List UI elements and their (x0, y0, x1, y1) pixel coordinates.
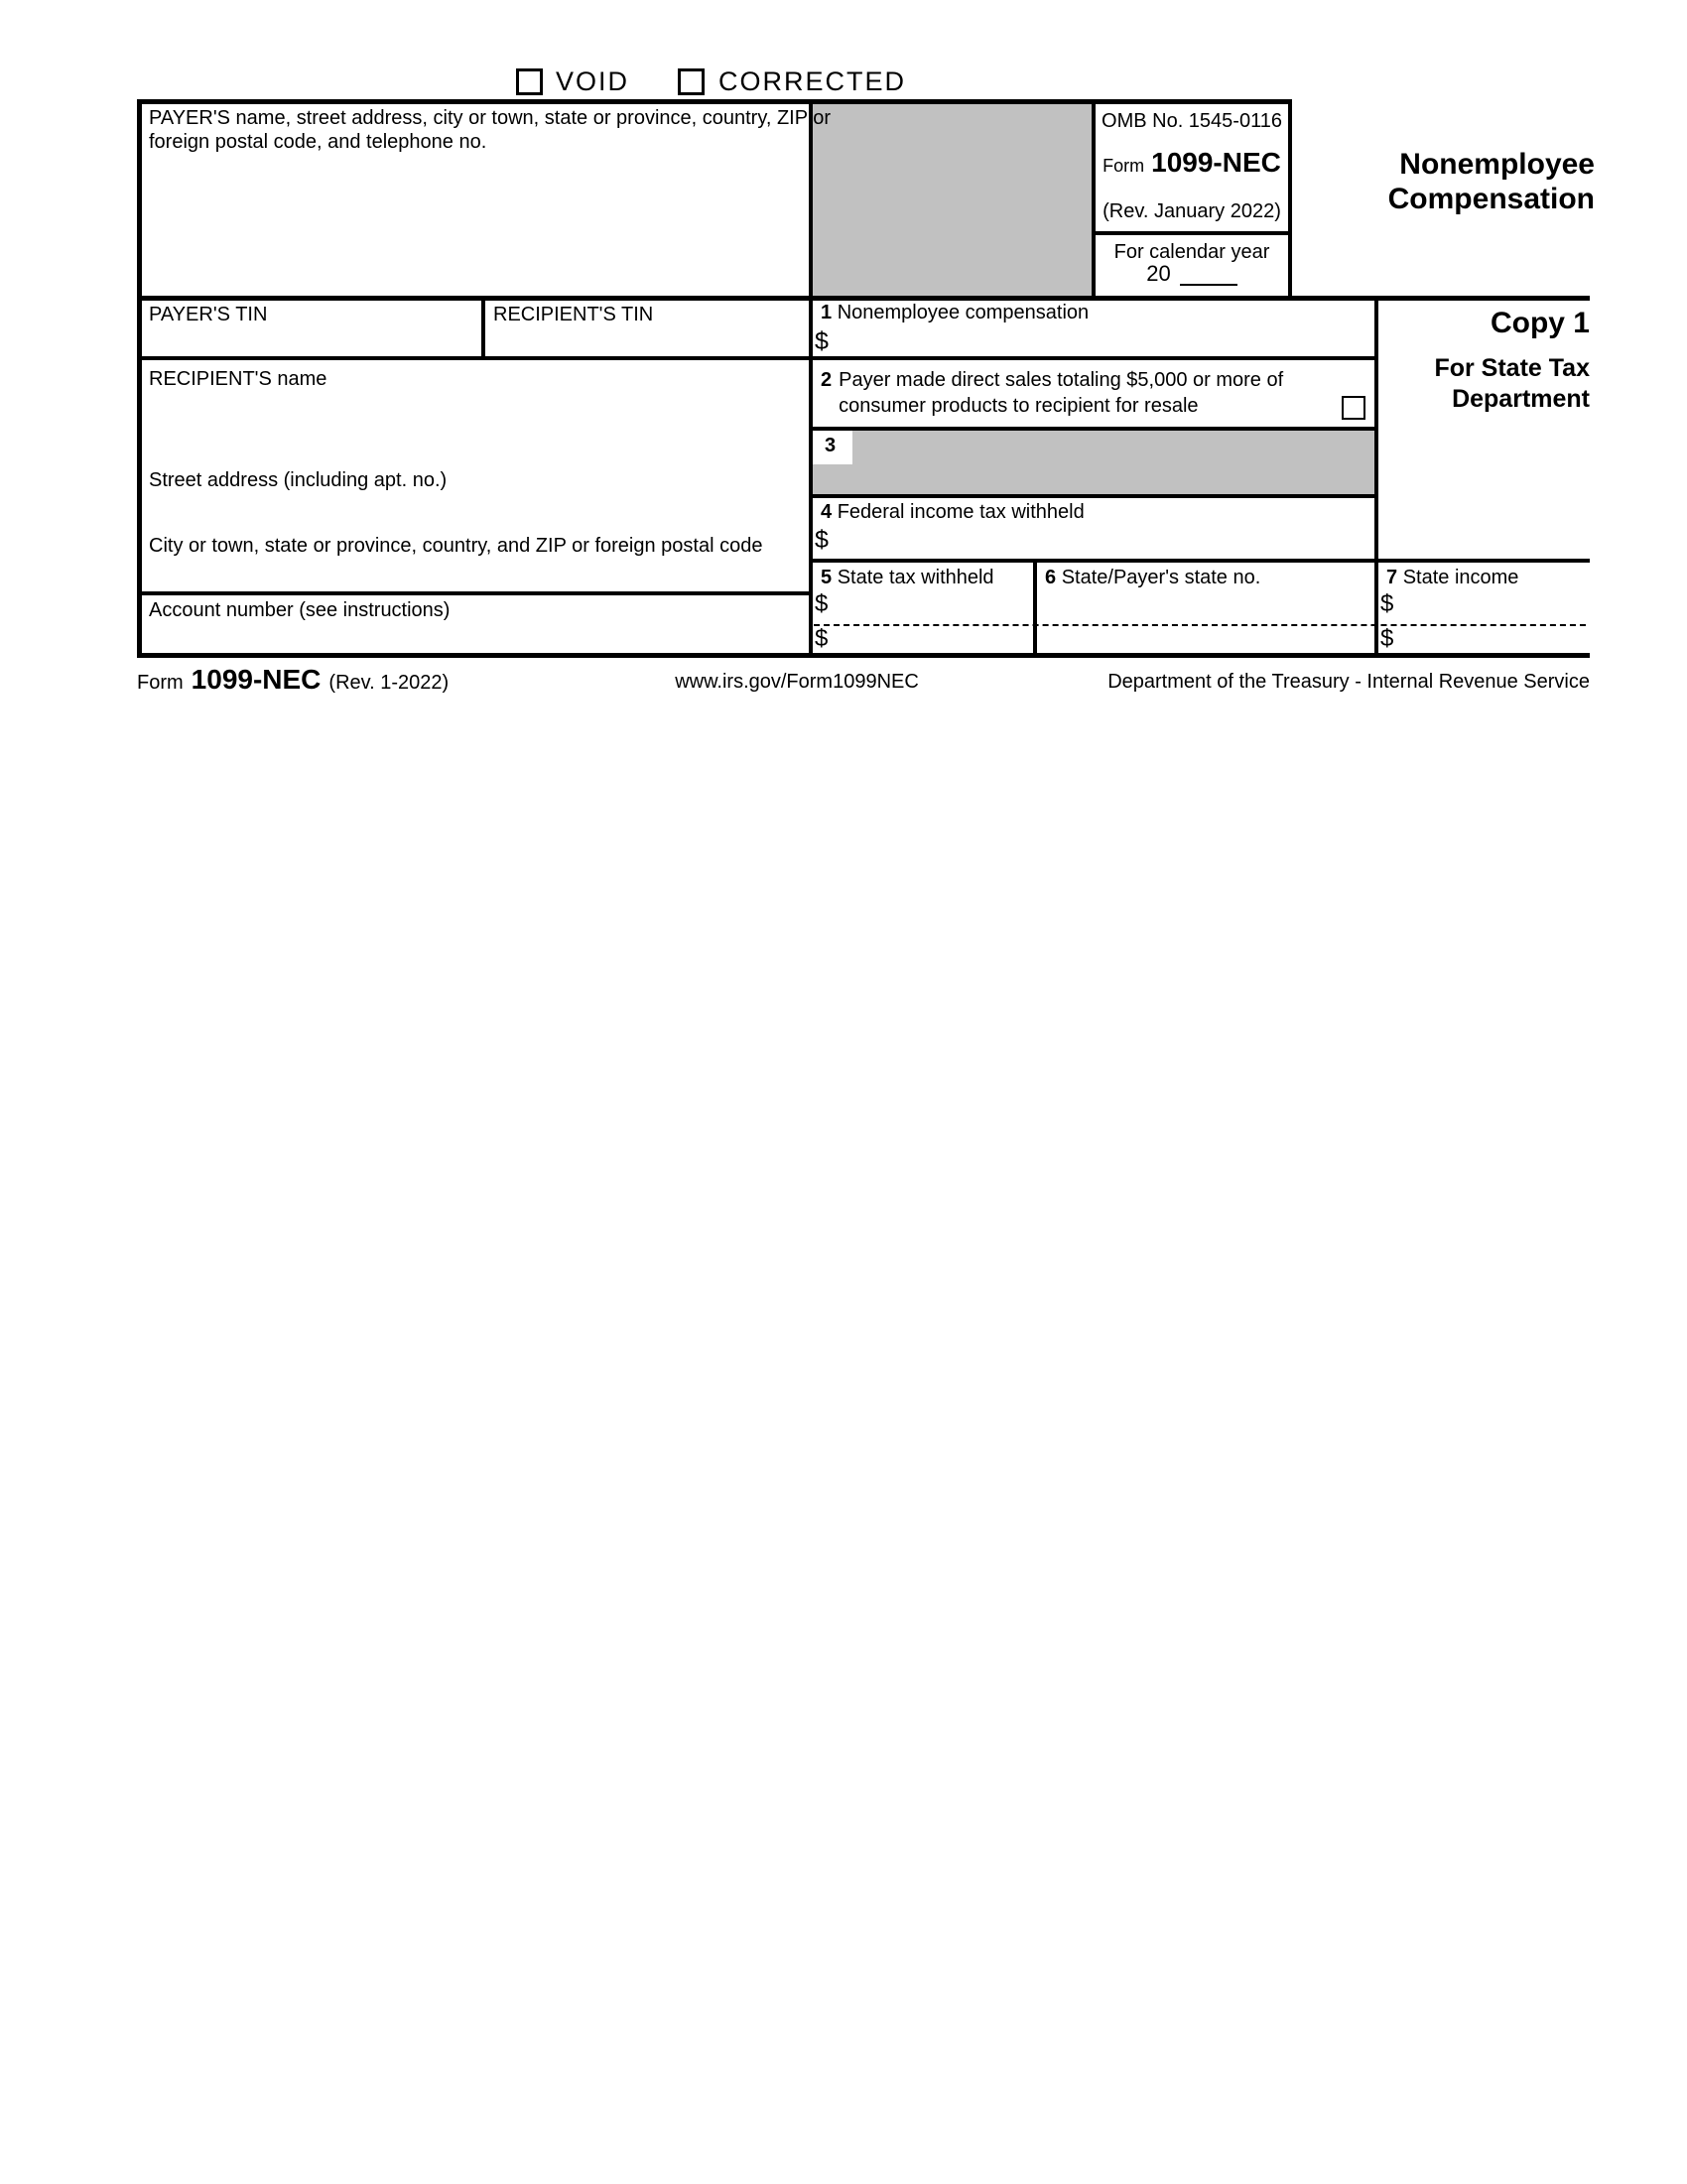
footer-form-block (137, 664, 449, 696)
box2-label (821, 367, 1325, 419)
box4-number: 4 (821, 501, 833, 523)
box4-dollar-sign: $ (815, 526, 829, 554)
border-line (137, 99, 142, 657)
border-line (137, 356, 1378, 360)
border-line (137, 653, 1590, 658)
calendar-year-prefix: 20 (1146, 261, 1171, 286)
form-number-block (1096, 147, 1288, 179)
copy-label: Copy 1 (1490, 307, 1590, 339)
box1-number: 1 (821, 302, 833, 323)
calendar-year-block (1096, 262, 1288, 286)
form-number: 1099-NEC (1151, 147, 1281, 178)
box1-dollar-sign: $ (815, 327, 829, 355)
recipient-tin-label: RECIPIENT'S TIN (493, 304, 654, 325)
box6-text: State/Payer's state no. (1061, 567, 1261, 588)
calendar-year-label: For calendar year (1113, 241, 1270, 263)
corrected-label: CORRECTED (718, 66, 907, 96)
box6-number: 6 (1045, 567, 1057, 588)
footer-form-word: Form (137, 672, 184, 694)
shaded-box-3 (813, 431, 1374, 494)
copy-for-label: For State Tax Department (1434, 354, 1590, 413)
box5-number: 5 (821, 567, 833, 588)
border-line (1033, 559, 1037, 657)
box4-label (821, 500, 1085, 524)
box5-dollar-sign-2: $ (815, 625, 829, 652)
city-label: City or town, state or province, country, and ZIP or foreign postal code (149, 535, 763, 557)
border-line (809, 99, 813, 657)
shaded-box-top (813, 103, 1092, 296)
box2-number: 2 (821, 369, 833, 391)
box7-number: 7 (1386, 567, 1398, 588)
corrected-checkbox[interactable] (678, 68, 705, 95)
payer-info-label: PAYER'S name, street address, city or town, state or province, country, ZIP or foreign postal code, and telephone no. (149, 107, 832, 153)
payer-tin-label: PAYER'S TIN (149, 304, 268, 325)
box2-text: Payer made direct sales totaling $5,000 or more of consumer products to recipient for resale (839, 369, 1284, 417)
street-address-label: Street address (including apt. no.) (149, 469, 448, 491)
box1-text: Nonemployee compensation (837, 302, 1090, 323)
footer-agency: Department of the Treasury - Internal Revenue Service (1107, 671, 1590, 693)
border-line (481, 296, 485, 357)
void-label: VOID (556, 66, 630, 96)
form-revision: (Rev. January 2022) (1103, 200, 1281, 222)
box5-dollar-sign-1: $ (815, 590, 829, 617)
void-checkbox[interactable] (516, 68, 543, 95)
border-line (1374, 296, 1378, 657)
border-line (809, 559, 1590, 563)
form-title: Nonemployee Compensation (1387, 148, 1595, 215)
box7-label (1386, 566, 1518, 589)
footer-form-number: 1099-NEC (191, 664, 322, 695)
footer-url: www.irs.gov/Form1099NEC (675, 671, 919, 693)
border-line (809, 494, 1378, 498)
box4-text: Federal income tax withheld (837, 501, 1085, 523)
border-line (1092, 231, 1292, 235)
footer-revision: (Rev. 1-2022) (328, 672, 450, 694)
border-line (137, 591, 813, 595)
box5-label (821, 566, 994, 589)
omb-number: OMB No. 1545-0116 (1102, 110, 1282, 132)
recipient-name-label: RECIPIENT'S name (149, 368, 327, 390)
box5-text: State tax withheld (837, 567, 994, 588)
box1-label (821, 301, 1089, 324)
box3-number: 3 (825, 435, 837, 456)
border-line (1288, 99, 1292, 296)
form-word: Form (1103, 156, 1145, 176)
box7-dollar-sign-1: $ (1380, 590, 1394, 617)
box7-dollar-sign-2: $ (1380, 625, 1394, 652)
box7-text: State income (1402, 567, 1519, 588)
border-line (137, 99, 1292, 104)
state-row-dashed-line (814, 624, 1586, 626)
box2-checkbox[interactable] (1342, 396, 1365, 420)
box6-label (1045, 566, 1260, 589)
border-line (809, 427, 1378, 431)
account-number-label: Account number (see instructions) (149, 599, 451, 621)
calendar-year-blank[interactable] (1180, 264, 1237, 286)
